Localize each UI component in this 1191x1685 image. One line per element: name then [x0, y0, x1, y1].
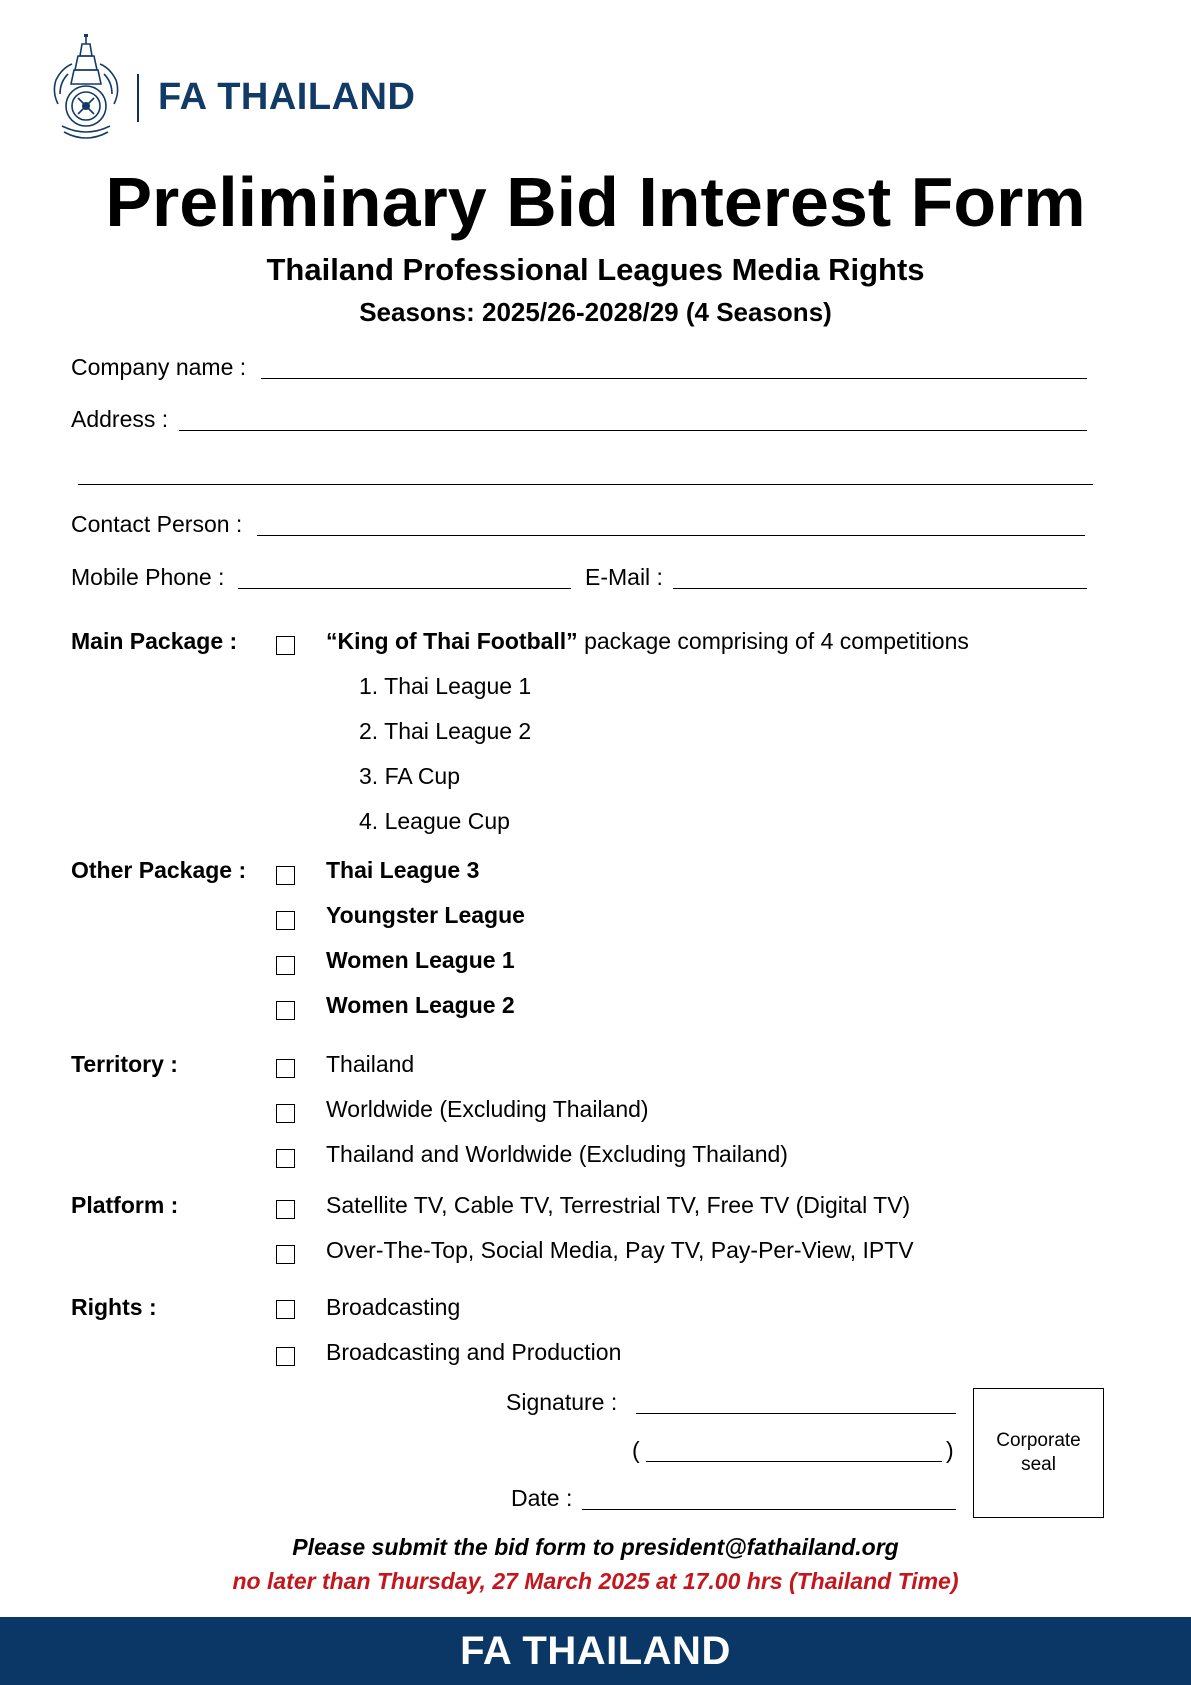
- name-open-paren: (: [632, 1437, 640, 1463]
- mobile-phone-label: Mobile Phone :: [71, 564, 225, 590]
- date-label: Date :: [511, 1485, 573, 1511]
- main-package-description: package comprising of 4 competitions: [584, 628, 969, 654]
- platform-label: Platform :: [71, 1192, 179, 1218]
- platform-checkbox-ott[interactable]: [276, 1245, 295, 1264]
- main-package-option: [326, 628, 969, 655]
- main-package-item: 3. FA Cup: [359, 763, 461, 789]
- printed-name-field[interactable]: [646, 1461, 942, 1462]
- submission-instruction: Please submit the bid form to president@fathailand.org: [292, 1534, 899, 1560]
- territory-checkbox-thailand[interactable]: [276, 1059, 295, 1078]
- main-package-item: 2. Thai League 2: [359, 718, 532, 744]
- signature-field[interactable]: [636, 1413, 956, 1414]
- territory-option: Thailand: [326, 1051, 415, 1077]
- territory-option: Thailand and Worldwide (Excluding Thailand): [326, 1141, 788, 1167]
- brand-divider: [137, 74, 139, 122]
- fa-thailand-emblem: [48, 34, 124, 148]
- mobile-phone-field[interactable]: [238, 588, 571, 589]
- main-package-item: 1. Thai League 1: [359, 673, 532, 699]
- page-subtitle: Thailand Professional Leagues Media Rights: [266, 252, 925, 287]
- contact-person-field[interactable]: [257, 535, 1085, 536]
- corporate-seal-box: [973, 1388, 1104, 1518]
- rights-checkbox-broadcasting[interactable]: [276, 1300, 295, 1319]
- territory-label: Territory :: [71, 1051, 178, 1077]
- other-package-checkbox-women-league-1[interactable]: [276, 956, 295, 975]
- seal-line-2: seal: [1021, 1454, 1056, 1475]
- platform-checkbox-tv[interactable]: [276, 1200, 295, 1219]
- page-title: Preliminary Bid Interest Form: [105, 163, 1086, 241]
- footer-bar: [0, 1617, 1191, 1685]
- company-name-field[interactable]: [261, 378, 1087, 379]
- territory-option: Worldwide (Excluding Thailand): [326, 1096, 649, 1122]
- email-label: E-Mail :: [585, 564, 663, 590]
- corporate-seal-text: [974, 1429, 1103, 1477]
- main-package-name: “King of Thai Football”: [326, 628, 578, 654]
- company-name-label: Company name :: [71, 354, 247, 380]
- rights-checkbox-broadcasting-and-production[interactable]: [276, 1347, 295, 1366]
- other-package-option: Thai League 3: [326, 857, 480, 883]
- rights-option: Broadcasting: [326, 1294, 461, 1320]
- name-close-paren: ): [946, 1437, 954, 1463]
- date-field[interactable]: [582, 1509, 956, 1510]
- main-package-item: 4. League Cup: [359, 808, 510, 834]
- other-package-option: Women League 1: [326, 947, 515, 973]
- seasons-line: Seasons: 2025/26-2028/29 (4 Seasons): [359, 297, 832, 327]
- platform-option: Satellite TV, Cable TV, Terrestrial TV, Free TV (Digital TV): [326, 1192, 911, 1218]
- main-package-checkbox[interactable]: [276, 636, 295, 655]
- other-package-checkbox-youngster-league[interactable]: [276, 911, 295, 930]
- main-package-label: Main Package :: [71, 628, 238, 654]
- footer-brand-wordmark: FA THAILAND: [460, 1629, 731, 1673]
- address-field-line-2[interactable]: [78, 484, 1093, 485]
- other-package-option: Youngster League: [326, 902, 525, 928]
- other-package-checkbox-thai-league-3[interactable]: [276, 866, 295, 885]
- rights-option: Broadcasting and Production: [326, 1339, 622, 1365]
- submission-deadline: no later than Thursday, 27 March 2025 at 17.00 hrs (Thailand Time): [232, 1568, 959, 1594]
- email-field[interactable]: [673, 588, 1087, 589]
- brand-wordmark: FA THAILAND: [158, 76, 416, 118]
- other-package-label: Other Package :: [71, 857, 247, 883]
- territory-checkbox-thailand-and-worldwide[interactable]: [276, 1149, 295, 1168]
- other-package-checkbox-women-league-2[interactable]: [276, 1001, 295, 1020]
- rights-label: Rights :: [71, 1294, 157, 1320]
- contact-person-label: Contact Person :: [71, 511, 243, 537]
- address-label: Address :: [71, 406, 169, 432]
- other-package-option: Women League 2: [326, 992, 515, 1018]
- address-field-line-1[interactable]: [179, 430, 1087, 431]
- territory-checkbox-worldwide[interactable]: [276, 1104, 295, 1123]
- seal-line-1: Corporate: [996, 1430, 1081, 1451]
- platform-option: Over-The-Top, Social Media, Pay TV, Pay-Per-View, IPTV: [326, 1237, 914, 1263]
- signature-label: Signature :: [506, 1389, 618, 1415]
